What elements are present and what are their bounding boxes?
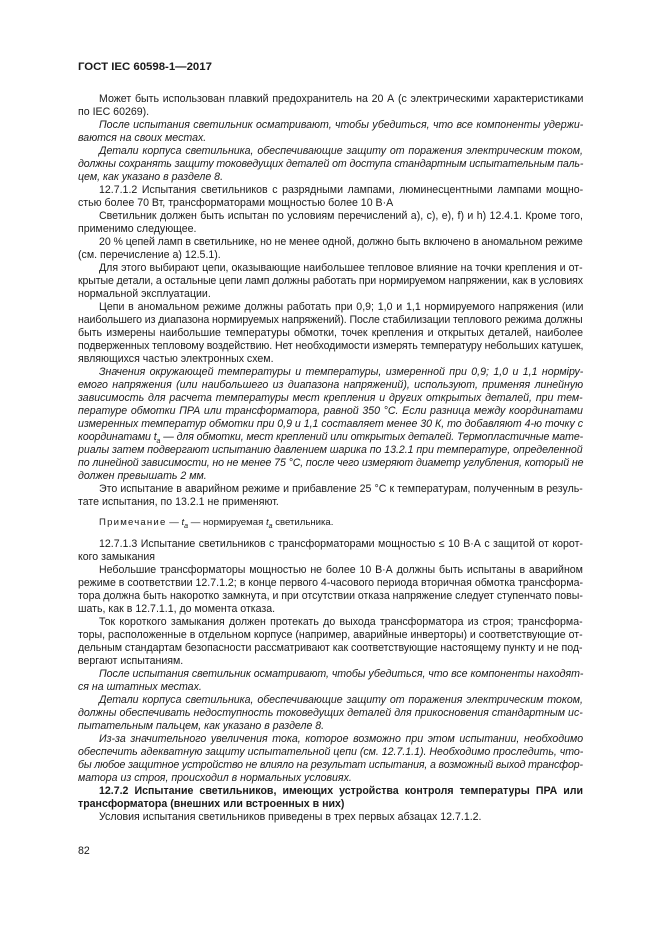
text-line: шать, как в 12.7.1.1, до момента отказа. xyxy=(78,603,276,615)
text-line: дельным стандартам безопасности рассматривают как соответствующие настоящему пункту и не под- xyxy=(78,642,583,654)
text-line: пытательным пальцем, как указано в разделе 8. xyxy=(78,720,325,732)
text-line: После испытания светильник осматривают, чтобы убедиться, что все компоненты находят- xyxy=(99,668,584,680)
text-line: по IEC 60269). xyxy=(78,106,150,118)
text-line: обеспечить адекватную защиту испытательной цепи (см. 12.7.1.1). Необходимо проследить, что- xyxy=(78,746,584,758)
page-number: 82 xyxy=(78,845,90,857)
standard-code-header: ГОСТ IEC 60598-1—2017 xyxy=(78,61,212,73)
text-line: После испытания светильник осматривают, чтобы убедиться, что все компоненты удержи- xyxy=(99,119,584,131)
text-line: зависимость для расчета температуры мест крепления и других открытых деталей, при тем- xyxy=(78,392,583,404)
text-line: тате испытания, по 13.2.1 не применяют. xyxy=(78,496,279,508)
note xyxy=(99,516,333,533)
text-line: пературе обмотки ПРА или трансформатора, равной 350 °С. Если разница между координатами xyxy=(78,405,583,417)
text-line: матора из строя, происходил в нормальных условиях. xyxy=(78,772,352,784)
text-line: бы любое защитное устройство не влияло на результат испытания, а возможный выход трансфор- xyxy=(78,759,583,771)
text-line: координатами $t_a$ — для обмотки, мест креплений или открытых деталей. Термопластичные мате- xyxy=(78,431,584,446)
text-line: торы, расположенные в отдельном корпусе (например, аварийные инверторы) и соответствующие от- xyxy=(78,629,583,641)
text-line: подверженных тепловому воздействию. Нет необходимости измерять температуру небольших катушек, xyxy=(78,340,584,352)
text-line: режиме в соответствии 12.7.1.2; в конце первого 4-часового периода вторичная обмотка трансформа- xyxy=(78,577,584,589)
text-line: нормальной эксплуатации. xyxy=(78,288,211,300)
text-line: крытые детали, а остальные цепи ламп должны работать при нормируемом напряжении, как в условиях xyxy=(78,275,583,287)
text-line: Для этого выбирают цепи, оказывающие наибольшее тепловое влияние на точки крепления и от- xyxy=(99,262,583,274)
text-line: Светильник должен быть испытан по условиям перечислений а), с), е), f) и h) 12.4.1. Кроме того, xyxy=(99,210,583,222)
text-line: Детали корпуса светильника, обеспечивающие защиту от поражения электрическим током, xyxy=(99,145,583,157)
text-line: Из-за значительного увеличения тока, которое возможно при этом испытании, необходимо xyxy=(99,733,584,745)
text-line: емого напряжения (или наибольшего из диапазона напряжений), используют, применяя линейную xyxy=(78,379,584,391)
text-line: ваются на своих местах. xyxy=(78,132,207,144)
text-line: Условия испытания светильников приведены в трех первых абзацах 12.7.1.2. xyxy=(99,811,482,823)
text-line: должны обеспечивать недоступность токоведущих деталей для прикосновения стандартным ис- xyxy=(78,707,583,719)
text-line: Небольшие трансформаторы мощностью не более 10 В·А должны быть испытаны в аварийном xyxy=(99,564,583,576)
text-line: наибольшего из диапазона нормируемых напряжений). После стабилизации теплового режима должны xyxy=(78,314,583,326)
text-line: Это испытание в аварийном режиме и прибавление 25 °С к температурам, полученным в резуль- xyxy=(99,483,583,495)
text-line: ся на штатных местах. xyxy=(78,681,202,693)
note-text: — $t_a$ — нормируемая $t_a$ светильника. xyxy=(169,517,334,530)
text-line: стью более 70 Вт, трансформаторами мощностью более 10 В·А xyxy=(78,197,394,209)
text-line: 12.7.1.3 Испытание светильников с трансформаторами мощностью ≤ 10 В·А с защитой от корот- xyxy=(99,538,583,550)
text-line: кого замыкания xyxy=(78,551,156,563)
text-line: Ток короткого замыкания должен протекать до выхода трансформатора из строя; трансформа- xyxy=(99,616,583,628)
text-line: трансформатора (внешних или встроенных в них) xyxy=(78,798,345,810)
text-line: цем, как указано в разделе 8. xyxy=(78,171,224,183)
text-line: Может быть использован плавкий предохранитель на 20 А (с электрическими характеристиками xyxy=(99,93,584,105)
text-line: должен превышать 2 мм. xyxy=(78,470,207,482)
text-line: вергают испытаниям. xyxy=(78,655,184,667)
text-line: Значения окружающей температуры и температуры, измеренной при 0,9; 1,0 и 1,1 норміру- xyxy=(99,366,584,378)
text-line: 12.7.2 Испытание светильников, имеющих устройства контроля температуры ПРА или xyxy=(99,785,584,797)
text-line: являющихся частью электронных схем. xyxy=(78,353,274,365)
text-line: Детали корпуса светильника, обеспечивающие защиту от поражения электрическим током, xyxy=(99,694,583,706)
text-line: быть измерены наибольшие температуры обмотки, точек крепления и открытых деталей, наиболее xyxy=(78,327,583,339)
text-line: должны сохранять защиту токоведущих деталей от доступа стандартным испытательным паль- xyxy=(78,158,584,170)
text-line: 20 % цепей ламп в светильнике, но не менее одной, должно быть включено в аномальном режиме xyxy=(99,236,583,248)
text-line: Цепи в аномальном режиме должны работать при 0,9; 1,0 и 1,1 нормируемого напряжения (или xyxy=(99,301,584,313)
text-line: по линейной зависимости, но не менее 75 °С, после чего измеряют диаметр углубления, который не xyxy=(78,457,584,469)
text-line: (см. перечисление а) 12.5.1). xyxy=(78,249,221,261)
text-line: измеренных температур обмотки при 0,9 и 1,1 составляет менее 30 К, то добавляют 4-ю точку с xyxy=(78,418,583,430)
text-line: тора должна быть накоротко замкнута, и при отсутствии отказа напряжение следует ступенчато повы- xyxy=(78,590,583,602)
text-line: риалы затем подвергают испытанию давлением шарика по 13.2.1 при температуре, определенной xyxy=(78,444,583,456)
text-line: 12.7.1.2 Испытания светильников с разрядными лампами, люминесцентными лампами мощно- xyxy=(99,184,584,196)
text-line: применимо следующее. xyxy=(78,223,197,235)
note-label: Примечание xyxy=(99,517,167,528)
